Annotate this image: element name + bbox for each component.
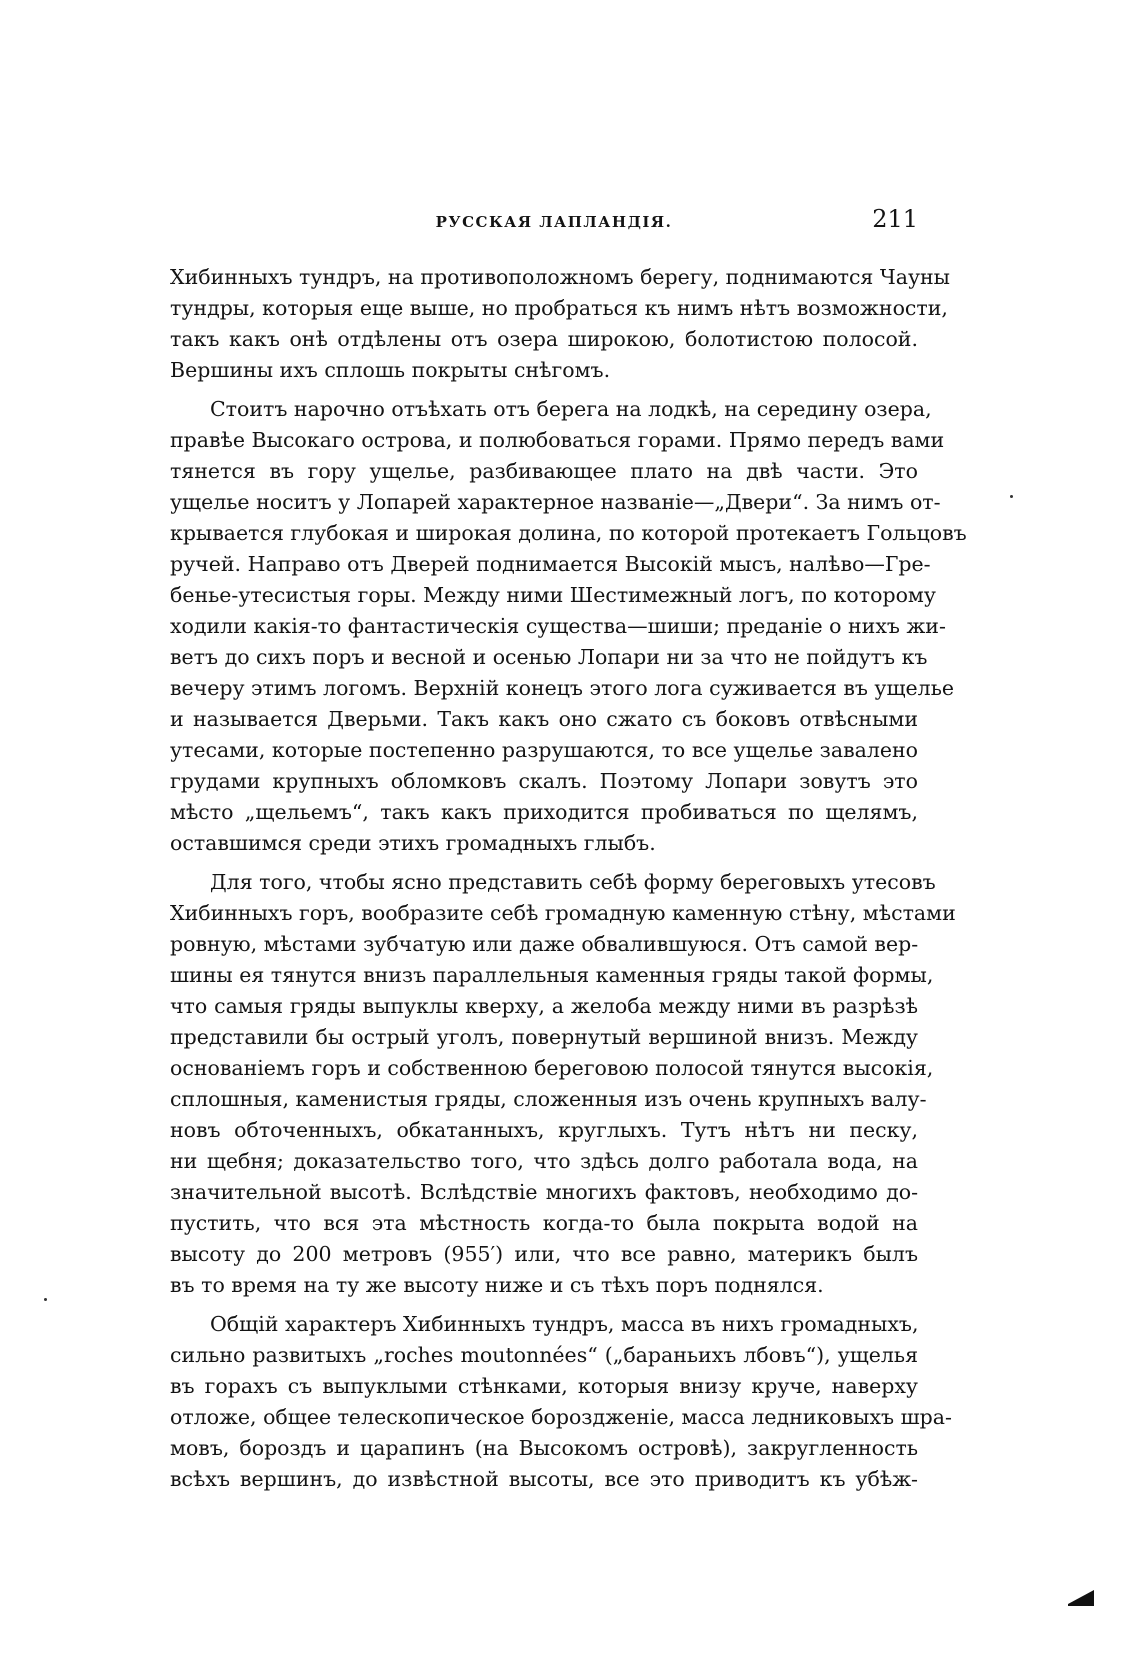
text-line: и называется Дверьми. Такъ какъ оно сжато съ боковъ отвѣсными: [170, 707, 918, 731]
text-line: крывается глубокая и широкая долина, по которой протекаетъ Гольцовъ: [170, 521, 967, 545]
text-line: основаніемъ горъ и собственною береговою полосой тянутся высокія,: [170, 1056, 934, 1080]
paragraph: [170, 1309, 952, 1495]
text-line: ходили какія-то фантастическія существа—шиши; преданіе о нихъ жи-: [170, 614, 946, 638]
text-line: Хибинныхъ тундръ, на противоположномъ берегу, поднимаются Чауны: [170, 265, 950, 289]
text-line: мовъ, бороздъ и царапинъ (на Высокомъ островѣ), закругленность: [170, 1436, 918, 1460]
scan-speck: [1010, 495, 1013, 498]
text-line: Общій характеръ Хибинныхъ тундръ, масса въ нихъ громадныхъ,: [210, 1312, 919, 1336]
text-line: высоту до 200 метровъ (955′) или, что все равно, материкъ былъ: [170, 1242, 918, 1266]
text-line: ущелье носитъ у Лопарей характерное названіе—„Двери“. За нимъ от-: [170, 490, 941, 514]
text-line: пустить, что вся эта мѣстность когда-то была покрыта водой на: [170, 1211, 918, 1235]
text-line: Хибинныхъ горъ, вообразите себѣ громадную каменную стѣну, мѣстами: [170, 901, 956, 925]
text-line: сплошныя, каменистыя гряды, сложенныя изъ очень крупныхъ валу-: [170, 1087, 927, 1111]
text-line: ни щебня; доказательство того, что здѣсь долго работала вода, на: [170, 1149, 918, 1173]
paragraph: [170, 394, 967, 859]
text-line: оставшимся среди этихъ громадныхъ глыбъ.: [170, 831, 656, 855]
text-line: Вершины ихъ сплошь покрыты снѣгомъ.: [170, 358, 611, 382]
text-line: Для того, чтобы ясно представить себѣ форму береговыхъ утесовъ: [210, 870, 936, 894]
text-line: утесами, которые постепенно разрушаются, то все ущелье завалено: [170, 738, 918, 762]
text-line: сильно развитыхъ „roches moutonnées“ („бараньихъ лбовъ“), ущелья: [170, 1343, 918, 1367]
body-text: [170, 262, 967, 1495]
text-line: тянется въ гору ущелье, разбивающее плато на двѣ части. Это: [170, 459, 918, 483]
text-line: шины ея тянутся внизъ параллельныя каменныя гряды такой формы,: [170, 963, 934, 987]
text-line: въ горахъ съ выпуклыми стѣнками, которыя внизу круче, наверху: [170, 1374, 918, 1398]
text-line: бенье-утесистыя горы. Между ними Шестимежный логъ, по которому: [170, 583, 936, 607]
text-line: мѣсто „щельемъ“, такъ какъ приходится пробиваться по щелямъ,: [170, 800, 918, 824]
scan-corner-mark: [1068, 1590, 1094, 1606]
text-line: ручей. Направо отъ Дверей поднимается Высокій мысъ, налѣво—Гре-: [170, 552, 931, 576]
running-title: РУССКАЯ ЛАПЛАНДІЯ.: [435, 213, 673, 231]
page-number: 211: [872, 205, 918, 233]
text-line: отложе, общее телескопическое бороздженіе, масса ледниковыхъ шра-: [170, 1405, 952, 1429]
paragraph: [170, 262, 950, 386]
scan-speck: [44, 1298, 47, 1301]
text-line: такъ какъ онѣ отдѣлены отъ озера широкою, болотистою полосой.: [170, 327, 918, 351]
text-line: ровную, мѣстами зубчатую или даже обвалившуюся. Отъ самой вер-: [170, 932, 919, 956]
text-line: всѣхъ вершинъ, до извѣстной высоты, все это приводитъ къ убѣж-: [170, 1467, 918, 1491]
text-line: Стоитъ нарочно отъѣхать отъ берега на лодкѣ, на середину озера,: [210, 397, 932, 421]
text-line: правѣе Высокаго острова, и полюбоваться горами. Прямо передъ вами: [170, 428, 945, 452]
text-line: тундры, которыя еще выше, но пробраться къ нимъ нѣтъ возможности,: [170, 296, 948, 320]
text-line: значительной высотѣ. Вслѣдствіе многихъ фактовъ, необходимо до-: [170, 1180, 918, 1204]
text-line: грудами крупныхъ обломковъ скалъ. Поэтому Лопари зовутъ это: [170, 769, 918, 793]
text-line: въ то время на ту же высоту ниже и съ тѣхъ поръ поднялся.: [170, 1273, 824, 1297]
text-line: вечеру этимъ логомъ. Верхній конецъ этого лога суживается въ ущелье: [170, 676, 954, 700]
text-line: ветъ до сихъ поръ и весной и осенью Лопари ни за что не пойдутъ къ: [170, 645, 928, 669]
text-line: что самыя гряды выпуклы кверху, а желоба между ними въ разрѣзѣ: [170, 994, 918, 1018]
running-head: [170, 205, 918, 241]
text-line: представили бы острый уголъ, повернутый вершиной внизъ. Между: [170, 1025, 918, 1049]
text-line: новъ обточенныхъ, обкатанныхъ, круглыхъ. Тутъ нѣтъ ни песку,: [170, 1118, 918, 1142]
paragraph: [170, 867, 956, 1301]
